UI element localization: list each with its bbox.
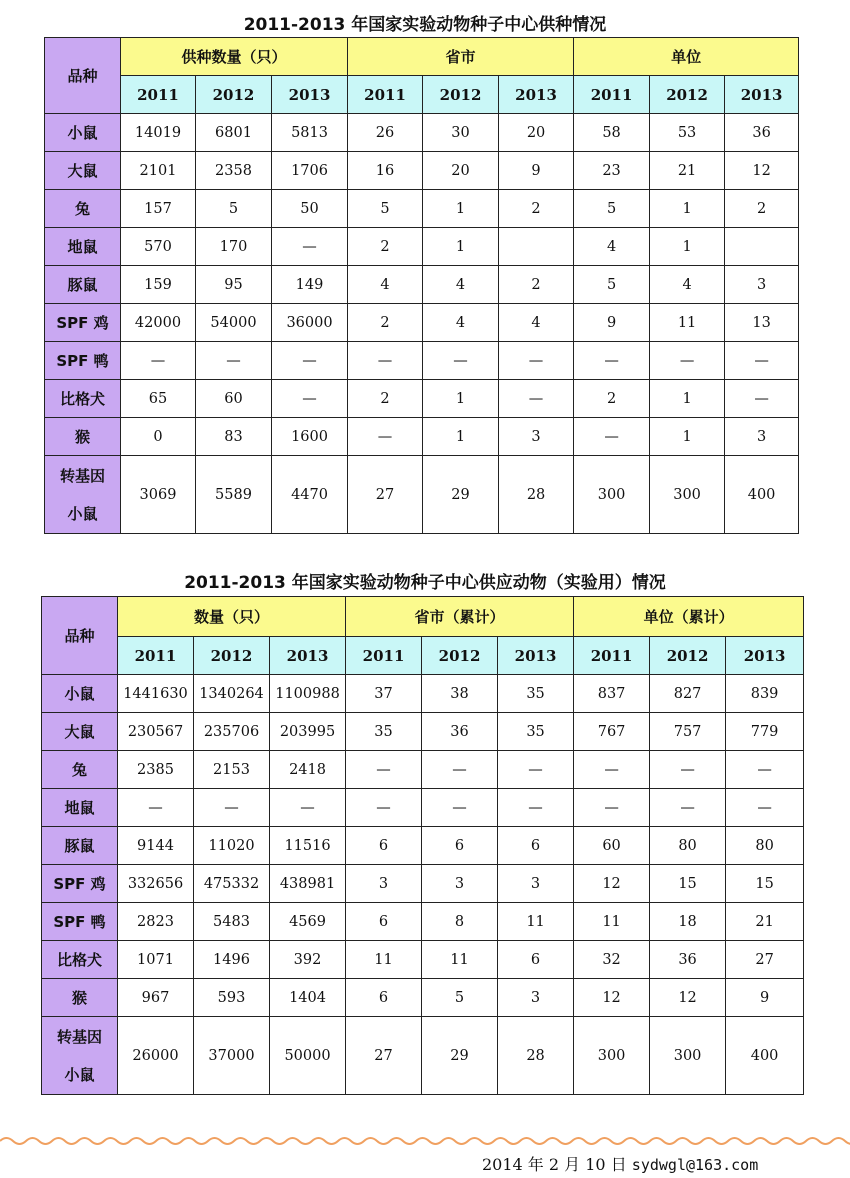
table-cell: 3 — [725, 266, 799, 304]
table-cell: 2 — [348, 228, 423, 266]
table-row — [42, 751, 804, 789]
table-cell: 15 — [650, 865, 726, 903]
table-cell: 170 — [196, 228, 272, 266]
table-cell: 6 — [346, 903, 422, 941]
table-cell: 3 — [422, 865, 498, 903]
table-cell: 593 — [194, 979, 270, 1017]
table-row — [42, 713, 804, 751]
table-cell: 1100988 — [270, 675, 346, 713]
table-cell: 28 — [499, 456, 574, 534]
table-cell: 60 — [196, 380, 272, 418]
table-cell: — — [650, 789, 726, 827]
table-cell: 50 — [272, 190, 348, 228]
table-cell: — — [272, 228, 348, 266]
table-cell: — — [422, 789, 498, 827]
table-row — [45, 418, 799, 456]
table-cell: 53 — [650, 114, 725, 152]
species-header: 品种 — [42, 597, 118, 675]
table-cell: 5 — [574, 190, 650, 228]
table-cell: 1340264 — [194, 675, 270, 713]
table-cell: 95 — [196, 266, 272, 304]
table-row — [45, 114, 799, 152]
table-cell: 2 — [499, 190, 574, 228]
species-name — [45, 380, 121, 418]
table-cell — [725, 228, 799, 266]
table-cell: 23 — [574, 152, 650, 190]
table-cell: — — [725, 342, 799, 380]
table-cell: 36 — [650, 941, 726, 979]
table-cell: — — [499, 380, 574, 418]
table-row — [42, 941, 804, 979]
table-row — [42, 827, 804, 865]
species-name — [42, 751, 118, 789]
species-name — [45, 456, 121, 534]
species-name-line: SPF 鸭 — [53, 913, 106, 931]
table-cell: 9 — [726, 979, 804, 1017]
table-cell: 18 — [650, 903, 726, 941]
table-cell: 1 — [650, 228, 725, 266]
table-cell: 300 — [650, 456, 725, 534]
table-cell: 8 — [422, 903, 498, 941]
table-cell: 6 — [346, 827, 422, 865]
table-cell: 1 — [423, 418, 499, 456]
table-cell: 438981 — [270, 865, 346, 903]
year-header: 2013 — [498, 637, 574, 675]
species-name — [45, 228, 121, 266]
table-cell: 54000 — [196, 304, 272, 342]
table-cell: 837 — [574, 675, 650, 713]
decorative-wave-divider — [0, 1134, 850, 1148]
supply-breeding-table — [44, 37, 799, 534]
table-cell: 3 — [498, 979, 574, 1017]
table-cell: 20 — [499, 114, 574, 152]
species-name-line: 地鼠 — [67, 238, 98, 256]
table-cell: 570 — [121, 228, 196, 266]
table-cell: 11 — [650, 304, 725, 342]
table-cell: 3 — [725, 418, 799, 456]
table-cell: 11020 — [194, 827, 270, 865]
species-name — [45, 190, 121, 228]
table-cell: 5589 — [196, 456, 272, 534]
table-cell: — — [574, 789, 650, 827]
table-cell: 80 — [650, 827, 726, 865]
group-header: 单位（累计） — [574, 597, 804, 637]
table-cell: 38 — [422, 675, 498, 713]
table-cell: 16 — [348, 152, 423, 190]
table1-title: 2011-2013 年国家实验动物种子中心供种情况 — [243, 15, 607, 35]
table-row — [42, 865, 804, 903]
table-cell: — — [346, 751, 422, 789]
table-cell: 12 — [574, 979, 650, 1017]
table-cell: 15 — [726, 865, 804, 903]
table-cell: 149 — [272, 266, 348, 304]
table-cell: 11516 — [270, 827, 346, 865]
table-cell: 5 — [422, 979, 498, 1017]
table-cell: — — [725, 380, 799, 418]
table-cell: — — [726, 751, 804, 789]
year-header: 2011 — [574, 637, 650, 675]
table-row — [45, 304, 799, 342]
table-cell: 757 — [650, 713, 726, 751]
year-header: 2013 — [725, 76, 799, 114]
table-cell: 203995 — [270, 713, 346, 751]
table-cell: — — [348, 418, 423, 456]
table-cell: 1706 — [272, 152, 348, 190]
table-cell: 83 — [196, 418, 272, 456]
table-cell: — — [118, 789, 194, 827]
table-cell: 4 — [423, 304, 499, 342]
table-cell: 26 — [348, 114, 423, 152]
group-header: 省市 — [348, 38, 574, 76]
table-cell: 475332 — [194, 865, 270, 903]
table-cell: 1 — [650, 418, 725, 456]
table-cell: — — [346, 789, 422, 827]
table-cell: 11 — [574, 903, 650, 941]
species-name-line: 大鼠 — [64, 723, 95, 741]
footer-date: 2014 年 2 月 10 日 — [482, 1155, 627, 1174]
table-cell: 2385 — [118, 751, 194, 789]
table-cell: 29 — [423, 456, 499, 534]
year-header: 2012 — [194, 637, 270, 675]
species-name-line: 地鼠 — [64, 799, 95, 817]
table-cell: 36000 — [272, 304, 348, 342]
table-cell: — — [726, 789, 804, 827]
table-cell: 5 — [348, 190, 423, 228]
table-row — [45, 380, 799, 418]
table-cell: 6 — [498, 827, 574, 865]
table-cell: 2 — [348, 380, 423, 418]
year-header: 2012 — [196, 76, 272, 114]
table-row — [42, 979, 804, 1017]
table-cell: 4 — [423, 266, 499, 304]
table-cell: 2418 — [270, 751, 346, 789]
table-cell: 9 — [574, 304, 650, 342]
table-cell: 6 — [346, 979, 422, 1017]
table-cell: 3069 — [121, 456, 196, 534]
species-name-line: 猴 — [74, 428, 90, 446]
table-cell: 9 — [499, 152, 574, 190]
table-cell: 12 — [574, 865, 650, 903]
table-cell: — — [196, 342, 272, 380]
table-cell: 400 — [726, 1017, 804, 1095]
table-cell: — — [423, 342, 499, 380]
footer-email: sydwgl@163.com — [631, 1156, 759, 1174]
table-cell: 1071 — [118, 941, 194, 979]
year-header: 2013 — [270, 637, 346, 675]
species-name-line: 小鼠 — [64, 685, 95, 703]
table-cell: 1441630 — [118, 675, 194, 713]
group-header: 单位 — [574, 38, 799, 76]
species-name-line: 小鼠 — [64, 1065, 95, 1084]
table-cell: 3 — [499, 418, 574, 456]
table-cell: 35 — [498, 675, 574, 713]
table-cell: 3 — [346, 865, 422, 903]
table-cell: — — [272, 342, 348, 380]
table-row — [45, 190, 799, 228]
table-cell: — — [574, 418, 650, 456]
table-cell: 332656 — [118, 865, 194, 903]
table-cell: 28 — [498, 1017, 574, 1095]
table-cell: 4470 — [272, 456, 348, 534]
table-cell: 767 — [574, 713, 650, 751]
species-name-line: 兔 — [74, 200, 90, 218]
table-cell: — — [270, 789, 346, 827]
table-cell: 2 — [348, 304, 423, 342]
year-header: 2011 — [346, 637, 422, 675]
table-cell: — — [499, 342, 574, 380]
table-cell: 1496 — [194, 941, 270, 979]
group-header: 数量（只） — [118, 597, 346, 637]
table-cell: 159 — [121, 266, 196, 304]
table-cell: — — [348, 342, 423, 380]
table-cell: 11 — [422, 941, 498, 979]
species-header: 品种 — [45, 38, 121, 114]
table-cell: 14019 — [121, 114, 196, 152]
species-name — [42, 713, 118, 751]
species-name-line: 豚鼠 — [64, 837, 95, 855]
table-cell: 13 — [725, 304, 799, 342]
species-name-line: 猴 — [71, 989, 87, 1007]
year-header: 2011 — [348, 76, 423, 114]
table-cell: 21 — [650, 152, 725, 190]
table-cell: — — [422, 751, 498, 789]
table-cell: 300 — [574, 1017, 650, 1095]
species-name — [42, 675, 118, 713]
table-cell: 2 — [499, 266, 574, 304]
table-cell: 35 — [498, 713, 574, 751]
table-cell: 5813 — [272, 114, 348, 152]
species-name — [42, 827, 118, 865]
year-header: 2013 — [726, 637, 804, 675]
table-cell: 1 — [650, 380, 725, 418]
species-name-line: SPF 鸡 — [56, 314, 109, 332]
table-cell: 400 — [725, 456, 799, 534]
table-cell: 30 — [423, 114, 499, 152]
table-cell: — — [121, 342, 196, 380]
table-cell: 2101 — [121, 152, 196, 190]
species-name — [42, 941, 118, 979]
species-name — [42, 865, 118, 903]
species-name — [45, 304, 121, 342]
year-header: 2013 — [499, 76, 574, 114]
species-name — [45, 152, 121, 190]
species-name-line: 大鼠 — [67, 162, 98, 180]
supply-experiment-table — [41, 596, 804, 1095]
species-name-line: 小鼠 — [67, 124, 98, 142]
table-cell: 4 — [650, 266, 725, 304]
table-cell: 4569 — [270, 903, 346, 941]
species-name-line: SPF 鸭 — [56, 352, 109, 370]
table-cell: 157 — [121, 190, 196, 228]
table-cell: 26000 — [118, 1017, 194, 1095]
table-cell: 1 — [423, 190, 499, 228]
table-row — [42, 903, 804, 941]
species-name — [45, 342, 121, 380]
table-cell: — — [574, 751, 650, 789]
table-row — [42, 789, 804, 827]
table-cell: 11 — [346, 941, 422, 979]
species-name-line: 兔 — [71, 761, 87, 779]
year-header: 2011 — [121, 76, 196, 114]
table-cell: 392 — [270, 941, 346, 979]
table-cell: 37 — [346, 675, 422, 713]
species-name — [42, 979, 118, 1017]
table-cell: 21 — [726, 903, 804, 941]
footer — [482, 1152, 758, 1175]
table-cell: 35 — [346, 713, 422, 751]
table-cell: 1 — [423, 380, 499, 418]
species-name — [42, 903, 118, 941]
species-name — [45, 114, 121, 152]
table-cell: 2 — [574, 380, 650, 418]
table-cell — [499, 228, 574, 266]
table-cell: — — [272, 380, 348, 418]
table-cell: 2358 — [196, 152, 272, 190]
table-cell: 9144 — [118, 827, 194, 865]
year-header: 2011 — [574, 76, 650, 114]
year-header: 2012 — [650, 637, 726, 675]
table-cell: 65 — [121, 380, 196, 418]
species-name-line: 小鼠 — [67, 504, 98, 523]
table-cell: 230567 — [118, 713, 194, 751]
table-cell: 58 — [574, 114, 650, 152]
table-cell: 300 — [650, 1017, 726, 1095]
table-cell: 1 — [650, 190, 725, 228]
table-row — [45, 228, 799, 266]
species-name — [42, 789, 118, 827]
table-cell: 300 — [574, 456, 650, 534]
table-cell: 5 — [196, 190, 272, 228]
group-header: 省市（累计） — [346, 597, 574, 637]
table-cell: 36 — [725, 114, 799, 152]
table-cell: 967 — [118, 979, 194, 1017]
species-name-line: SPF 鸡 — [53, 875, 106, 893]
table-cell: 4 — [348, 266, 423, 304]
table-cell: 50000 — [270, 1017, 346, 1095]
table-cell: 36 — [422, 713, 498, 751]
table-cell: 0 — [121, 418, 196, 456]
table-cell: 12 — [725, 152, 799, 190]
table-row — [45, 342, 799, 380]
table-cell: 1600 — [272, 418, 348, 456]
table-cell: 42000 — [121, 304, 196, 342]
table-cell: 32 — [574, 941, 650, 979]
table-cell: 827 — [650, 675, 726, 713]
table-cell: 2 — [725, 190, 799, 228]
table-row — [42, 1017, 804, 1095]
species-name — [45, 418, 121, 456]
species-name-line: 转基因 — [59, 466, 105, 485]
table-cell: — — [498, 751, 574, 789]
table-cell: — — [194, 789, 270, 827]
table-cell: 1 — [423, 228, 499, 266]
table-row — [45, 266, 799, 304]
table-cell: 29 — [422, 1017, 498, 1095]
table2-title: 2011-2013 年国家实验动物种子中心供应动物（实验用）情况 — [184, 573, 666, 593]
table-cell: 4 — [499, 304, 574, 342]
table-cell: 12 — [650, 979, 726, 1017]
species-name — [45, 266, 121, 304]
table-cell: 6801 — [196, 114, 272, 152]
species-name-line: 比格犬 — [56, 951, 102, 969]
table-cell: 1404 — [270, 979, 346, 1017]
table-cell: 839 — [726, 675, 804, 713]
species-name-line: 转基因 — [56, 1027, 102, 1046]
species-name-line: 豚鼠 — [67, 276, 98, 294]
table-cell: 6 — [422, 827, 498, 865]
table-cell: 3 — [498, 865, 574, 903]
year-header: 2012 — [423, 76, 499, 114]
table-cell: 2153 — [194, 751, 270, 789]
table-cell: 27 — [346, 1017, 422, 1095]
table-cell: 20 — [423, 152, 499, 190]
table-cell: 235706 — [194, 713, 270, 751]
table-row — [42, 675, 804, 713]
table-cell: 5483 — [194, 903, 270, 941]
table-cell: 37000 — [194, 1017, 270, 1095]
table-cell: — — [498, 789, 574, 827]
table-cell: 5 — [574, 266, 650, 304]
table-cell: 27 — [726, 941, 804, 979]
table-row — [45, 456, 799, 534]
table-cell: — — [650, 342, 725, 380]
year-header: 2012 — [422, 637, 498, 675]
table-cell: — — [650, 751, 726, 789]
table-cell: 27 — [348, 456, 423, 534]
species-name-line: 比格犬 — [59, 390, 105, 408]
table-cell: 779 — [726, 713, 804, 751]
year-header: 2012 — [650, 76, 725, 114]
table-cell: 6 — [498, 941, 574, 979]
table-cell: 60 — [574, 827, 650, 865]
year-header: 2011 — [118, 637, 194, 675]
year-header: 2013 — [272, 76, 348, 114]
table-cell: 80 — [726, 827, 804, 865]
table-row — [45, 152, 799, 190]
table-cell: — — [574, 342, 650, 380]
table-cell: 11 — [498, 903, 574, 941]
group-header: 供种数量（只） — [121, 38, 348, 76]
table-cell: 4 — [574, 228, 650, 266]
species-name — [42, 1017, 118, 1095]
table-cell: 2823 — [118, 903, 194, 941]
